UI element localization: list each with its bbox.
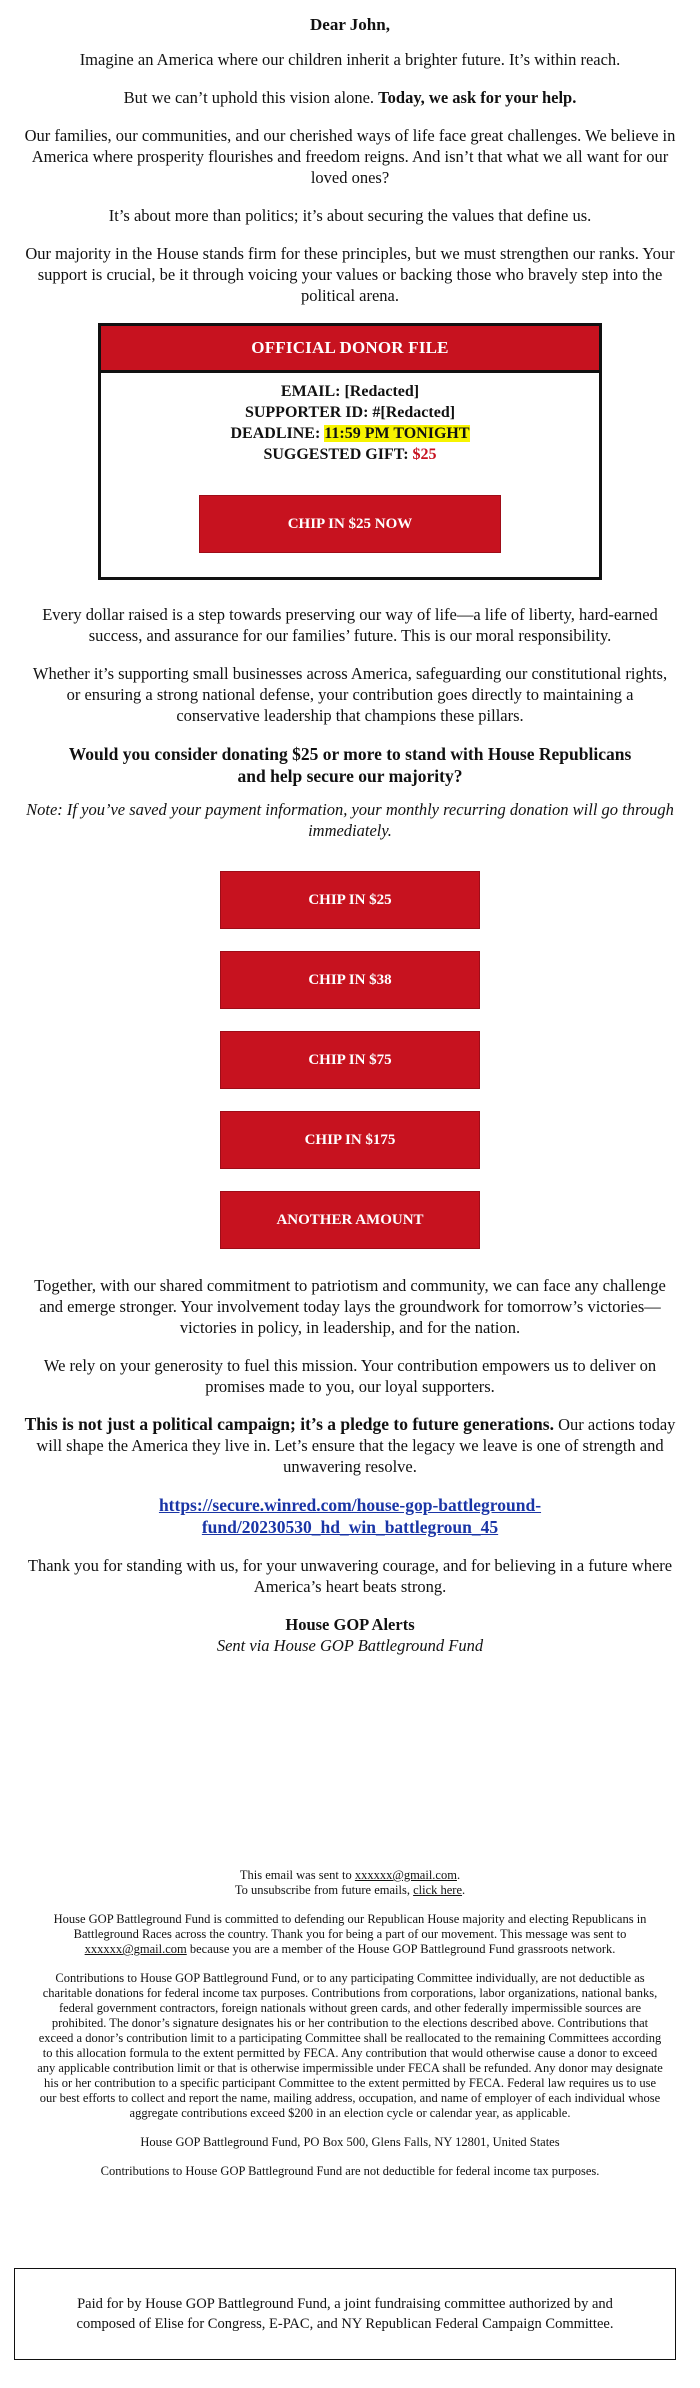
greeting: Dear John, (310, 15, 390, 34)
unsubscribe-line (0, 1883, 700, 1898)
supporter-row (101, 402, 599, 423)
sent-to-line (0, 1868, 700, 1883)
email-row (101, 381, 599, 402)
pledge-bold: This is not just a political campaign; it’s a pledge to future generations. (24, 1414, 554, 1434)
email-label: EMAIL: (280, 383, 341, 400)
unsub-post: . (462, 1883, 466, 1897)
majority-paragraph: Our majority in the House stands firm for these principles, but we must strengthen our ranks. Your support is crucial, be it through voicing your values or backing those who bravely step into the political arena. (25, 244, 675, 305)
thanks-paragraph: Thank you for standing with us, for your unwavering courage, and for believing in a future where America’s heart beats strong. (27, 1556, 673, 1596)
signature-name: House GOP Alerts (285, 1615, 415, 1634)
deadline-row (101, 423, 599, 444)
rely-paragraph: We rely on your generosity to fuel this mission. Your contribution empowers us to deliver on promises made to you, our loyal supporters. (43, 1356, 657, 1396)
donation-link[interactable]: https://secure.winred.com/house-gop-battleground-fund/20230530_hd_win_battlegroun_45 (158, 1495, 542, 1537)
committed-post: because you are a member of the House GOP Battleground Fund grassroots network. (186, 1942, 616, 1956)
pledge-text: Our actions today will shape the America they live in. Let’s ensure that the legacy we leave is one of strength and unwavering resolve. (36, 1415, 676, 1476)
paid-for-box: Paid for by House GOP Battleground Fund, a joint fundraising committee authorized by and composed of Elise for Congress, E-PAC, and NY Republican Federal Campaign Committee. (14, 2268, 676, 2360)
help-paragraph (24, 87, 676, 108)
gift-row (101, 444, 599, 465)
donor-file-details (101, 373, 599, 577)
sent-pre: This email was sent to (239, 1868, 355, 1882)
donation-buttons (24, 871, 676, 1249)
chip-in-175-button[interactable]: CHIP IN $175 (220, 1111, 480, 1169)
sent-email-link[interactable]: xxxxxx@gmail.com (354, 1868, 457, 1882)
committed-email-link[interactable]: xxxxxx@gmail.com (84, 1942, 187, 1956)
chip-in-25-now-button[interactable]: CHIP IN $25 NOW (199, 495, 501, 553)
gift-label: SUGGESTED GIFT: (263, 446, 409, 463)
contributions-disclaimer: Contributions to House GOP Battleground Fund, or to any participating Committee individually, are not deductible as charitable donations for federal income tax purposes. Contributions from corporations, labor organizations, national banks, federal government contractors, foreign nationals without green cards, and other federally impermissible sources are prohibited. The donor’s signature designates his or her contribution to the elections described above. Contributions that exceed a donor’s contribution limit to a participating Committee shall be reallocated to the remaining Committees according to this allocation formula to the extent permitted by FECA. Any contribution that would otherwise cause a donor to exceed any applicable contribution limit or that is otherwise impermissible under FECA shall be refunded. Any donor may designate his or her contribution to a specific participant Committee to the extent permitted by FECA. Federal law requires us to use our best efforts to collect and report the name, mailing address, occupation, and name of employer of each individual whose aggregate contributions exceed $200 in an election cycle or calendar year, as applicable. (37, 1971, 663, 2120)
chip-in-75-button[interactable]: CHIP IN $75 (220, 1031, 480, 1089)
deadline-label: DEADLINE: (230, 425, 321, 442)
sent-post: . (456, 1868, 461, 1882)
signature-via: Sent via House GOP Battleground Fund (216, 1636, 484, 1655)
together-paragraph: Together, with our shared commitment to patriotism and community, we can face any challenge and emerge stronger. Your involvement today lays the groundwork for tomorrow’s victories—victories in policy, in leadership, and for the nation. (34, 1276, 666, 1337)
chip-in-25-button[interactable]: CHIP IN $25 (220, 871, 480, 929)
mailing-address: House GOP Battleground Fund, PO Box 500, Glens Falls, NY 12801, United States (140, 2135, 560, 2149)
another-amount-button[interactable]: ANOTHER AMOUNT (220, 1191, 480, 1249)
unsub-pre: To unsubscribe from future emails, (234, 1883, 414, 1897)
supporter-label: SUPPORTER ID: (244, 404, 369, 421)
email-value: [Redacted] (344, 383, 420, 400)
unsubscribe-link[interactable]: click here (413, 1883, 463, 1897)
families-paragraph: Our families, our communities, and our cherished ways of life face great challenges. We believe in America where prosperity flourishes and freedom reigns. And isn’t that what we all want for our loved ones? (24, 126, 676, 187)
committed-paragraph (0, 1912, 700, 1957)
donation-ask: Would you consider donating $25 or more to stand with House Republicans and help secure our majority? (68, 744, 632, 786)
help-bold: Today, we ask for your help. (378, 88, 577, 107)
pledge-paragraph (24, 1414, 676, 1477)
intro-paragraph: Imagine an America where our children inherit a brighter future. It’s within reach. (79, 50, 621, 69)
email-footer (0, 1868, 700, 2193)
help-text: But we can’t uphold this vision alone. (123, 88, 379, 107)
gift-value: $25 (412, 446, 437, 463)
chip-in-38-button[interactable]: CHIP IN $38 (220, 951, 480, 1009)
donor-file-box (98, 323, 602, 580)
supporter-value: #[Redacted] (372, 404, 456, 421)
deadline-value: 11:59 PM TONIGHT (324, 425, 470, 442)
not-deductible-notice: Contributions to House GOP Battleground Fund are not deductible for federal income tax purposes. (100, 2164, 600, 2178)
politics-paragraph: It’s about more than politics; it’s about securing the values that define us. (108, 206, 592, 225)
recurring-note: Note: If you’ve saved your payment information, your monthly recurring donation will go through immediately. (26, 800, 674, 840)
committed-pre: House GOP Battleground Fund is committed to defending our Republican House majority and electing Republicans in Battleground Races across the country. Thank you for being a part of our movement. This message was sent to (53, 1912, 647, 1941)
every-dollar-paragraph: Every dollar raised is a step towards preserving our way of life—a life of liberty, hard-earned success, and assurance for our families’ future. This is our moral responsibility. (42, 605, 658, 645)
whether-paragraph: Whether it’s supporting small businesses across America, safeguarding our constitutional rights, or ensuring a strong national defense, your contribution goes directly to maintaining a conservative leadership that champions these pillars. (32, 664, 668, 725)
donor-file-title: OFFICIAL DONOR FILE (101, 326, 599, 373)
